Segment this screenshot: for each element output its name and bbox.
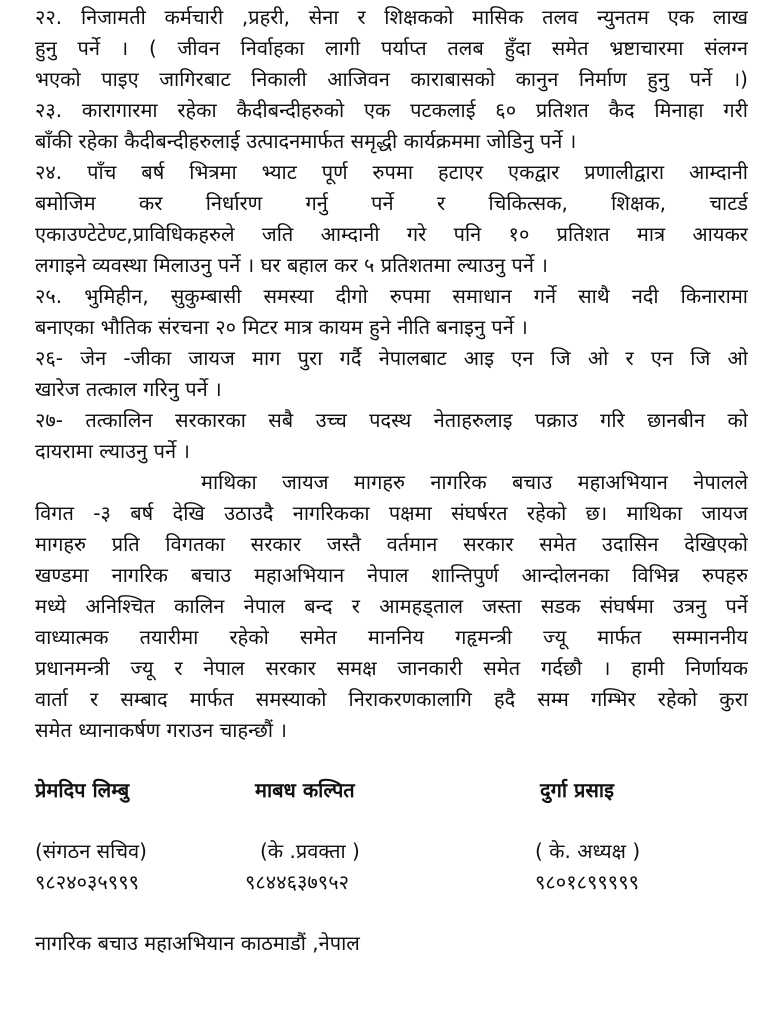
signatory-phone: ९८०१८९९९९९ bbox=[535, 870, 639, 894]
signatory-phone: ९८४४६३७९५२ bbox=[245, 870, 349, 894]
signatory-title: ( के. अध्यक्ष ) bbox=[535, 839, 641, 863]
signatory-name: दुर्गा प्रसाइ bbox=[540, 778, 614, 802]
text-line: दायरामा ल्याउनु पर्ने । bbox=[35, 439, 190, 463]
text-line: समेत ध्यानाकर्षण गराउन चाहन्छौं । bbox=[35, 718, 287, 742]
text-line: वाध्यात्मक तयारीमा रहेको समेत माननिय गहृमन्त्री ज्यू मार्फत सम्माननीय bbox=[35, 625, 748, 649]
text-line: वार्ता र सम्बाद मार्फत समस्याको निराकरणकालागि हदै सम्म गम्भिर रहेको कुरा bbox=[35, 687, 748, 711]
text-line: प्रधानमन्त्री ज्यू र नेपाल सरकार समक्ष जानकारी समेत गर्दछौ । हामी निर्णायक bbox=[35, 656, 748, 680]
text-line: २७- तत्कालिन सरकारका सबै उच्च पदस्थ नेताहरुलाइ पक्राउ गरि छानबीन को bbox=[35, 408, 748, 432]
text-line: २५. भुमिहीन, सुकुम्बासी समस्या दीगो रुपमा समाधान गर्ने साथै नदी किनारामा bbox=[35, 284, 748, 308]
text-line: भएको पाइए जागिरबाट निकाली आजिवन काराबासको कानुन निर्माण हुनु पर्ने ।) bbox=[35, 67, 748, 91]
text-line: एकाउण्टेटेण्ट,प्राविधिकहरुले जति आम्दानी गरे पनि १० प्रतिशत मात्र आयकर bbox=[35, 222, 748, 246]
text-line: विगत -३ बर्ष देखि उठाउदै नागरिकका पक्षमा संघर्षरत रहेको छ। माथिका जायज bbox=[35, 501, 748, 525]
text-line: २४. पाँच बर्ष भित्रमा भ्याट पूर्ण रुपमा हटाएर एकद्वार प्रणालीद्वारा आम्दानी bbox=[35, 160, 748, 184]
text-line: मागहरु प्रति विगतका सरकार जस्तै वर्तमान सरकार समेत उदासिन देखिएको bbox=[35, 532, 748, 556]
signatory-phone: ९८२४०३५९९९ bbox=[35, 870, 139, 894]
signatory-name: माबध कल्पित bbox=[255, 778, 355, 802]
text-line: खण्डमा नागरिक बचाउ महाअभियान नेपाल शान्तिपुर्ण आन्दोलनका विभिन्न रुपहरु bbox=[35, 563, 748, 587]
text-line: हुनु पर्ने । ( जीवन निर्वाहका लागी पर्याप्त तलब हुँदा समेत भ्रष्टाचारमा संलग्न bbox=[35, 36, 748, 60]
document-body bbox=[35, 2, 748, 746]
text-line: खारेज तत्काल गरिनु पर्ने । bbox=[35, 377, 222, 401]
text-line: लगाइने व्यवस्था मिलाउनु पर्ने । घर बहाल कर ५ प्रतिशतमा ल्याउनु पर्ने । bbox=[35, 253, 548, 277]
text-line: बमोजिम कर निर्धारण गर्नु पर्ने र चिकित्सक, शिक्षक, चाटर्ड bbox=[35, 191, 748, 215]
text-line: मध्ये अनिश्चित कालिन नेपाल बन्द र आमहड्ताल जस्ता सडक संघर्षमा उत्रनु पर्ने bbox=[35, 594, 748, 618]
signatory-title: (के .प्रवक्ता ) bbox=[260, 839, 360, 863]
text-line: २६- जेन -जीका जायज माग पुरा गर्दै नेपालबाट आइ एन जि ओ र एन जि ओ bbox=[35, 346, 748, 370]
text-line: माथिका जायज मागहरु नागरिक बचाउ महाअभियान नेपालले bbox=[201, 470, 748, 494]
organization-footer: नागरिक बचाउ महाअभियान काठमाडौं ,नेपाल bbox=[35, 931, 360, 955]
text-line: बाँकी रहेका कैदीबन्दीहरुलाई उत्पादनमार्फत समृद्धी कार्यक्रममा जोडिनु पर्ने । bbox=[35, 129, 577, 153]
text-line: २३. कारागारमा रहेका कैदीबन्दीहरुको एक पटकलाई ६० प्रतिशत कैद मिनाहा गरी bbox=[35, 98, 748, 122]
text-line: २२. निजामती कर्मचारी ,प्रहरी, सेना र शिक्षकको मासिक तलव न्युनतम एक लाख bbox=[35, 5, 748, 29]
signatory-title: (संगठन सचिव) bbox=[35, 839, 147, 863]
text-line: बनाएका भौतिक संरचना २० मिटर मात्र कायम हुने नीति बनाइनु पर्ने । bbox=[35, 315, 528, 339]
signatory-name: प्रेमदिप लिम्बु bbox=[35, 778, 130, 802]
